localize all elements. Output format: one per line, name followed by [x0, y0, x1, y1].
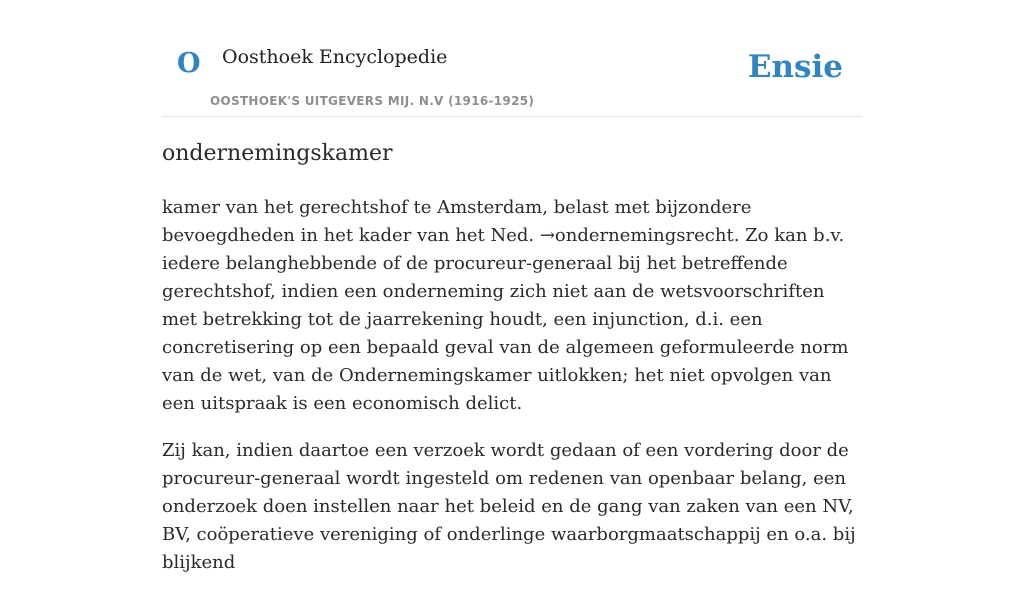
site-name-link[interactable]: Oosthoek Encyclopedie [222, 46, 448, 68]
site-logo[interactable]: O [177, 48, 201, 79]
paragraph-1-text-start: kamer van het gerechtshof te Amsterdam, belast met bijzondere bevoegdheden in het kader van het Ned. [162, 197, 752, 246]
publisher-label: OOSTHOEK'S UITGEVERS MIJ. N.V (1916-1925) [210, 94, 535, 108]
article [162, 136, 862, 596]
cross-reference-link[interactable]: →ondernemingsrecht [539, 225, 734, 246]
site-header [162, 0, 862, 117]
article-paragraph-2: Zij kan, indien daartoe een verzoek wordt gedaan of een vordering door de procureur-generaal wordt ingesteld om redenen van openbaar belang, een onderzoek doen instellen naar het beleid en de gang van zaken van een NV, BV, coöperatieve vereniging of onderlinge waarborgmaatschappij en o.a. bij blijkend [162, 440, 856, 573]
article-title: ondernemingskamer [162, 141, 393, 166]
article-paragraph-1 [162, 194, 862, 418]
paragraph-1-text-end: . Zo kan b.v. iedere belanghebbende of de procureur-generaal bij het betreffende gerechtshof, indien een onderneming zich niet aan de wetsvoorschriften met betrekking tot de jaarrekening houdt, een injunction, d.i. een concretisering op een bepaald geval van de algemeen geformuleerde norm van de wet, van de Ondernemingskamer uitlokken; het niet opvolgen van een uitspraak is een economisch delict. [162, 225, 849, 414]
ensie-logo-link[interactable]: Ensie [747, 49, 843, 85]
